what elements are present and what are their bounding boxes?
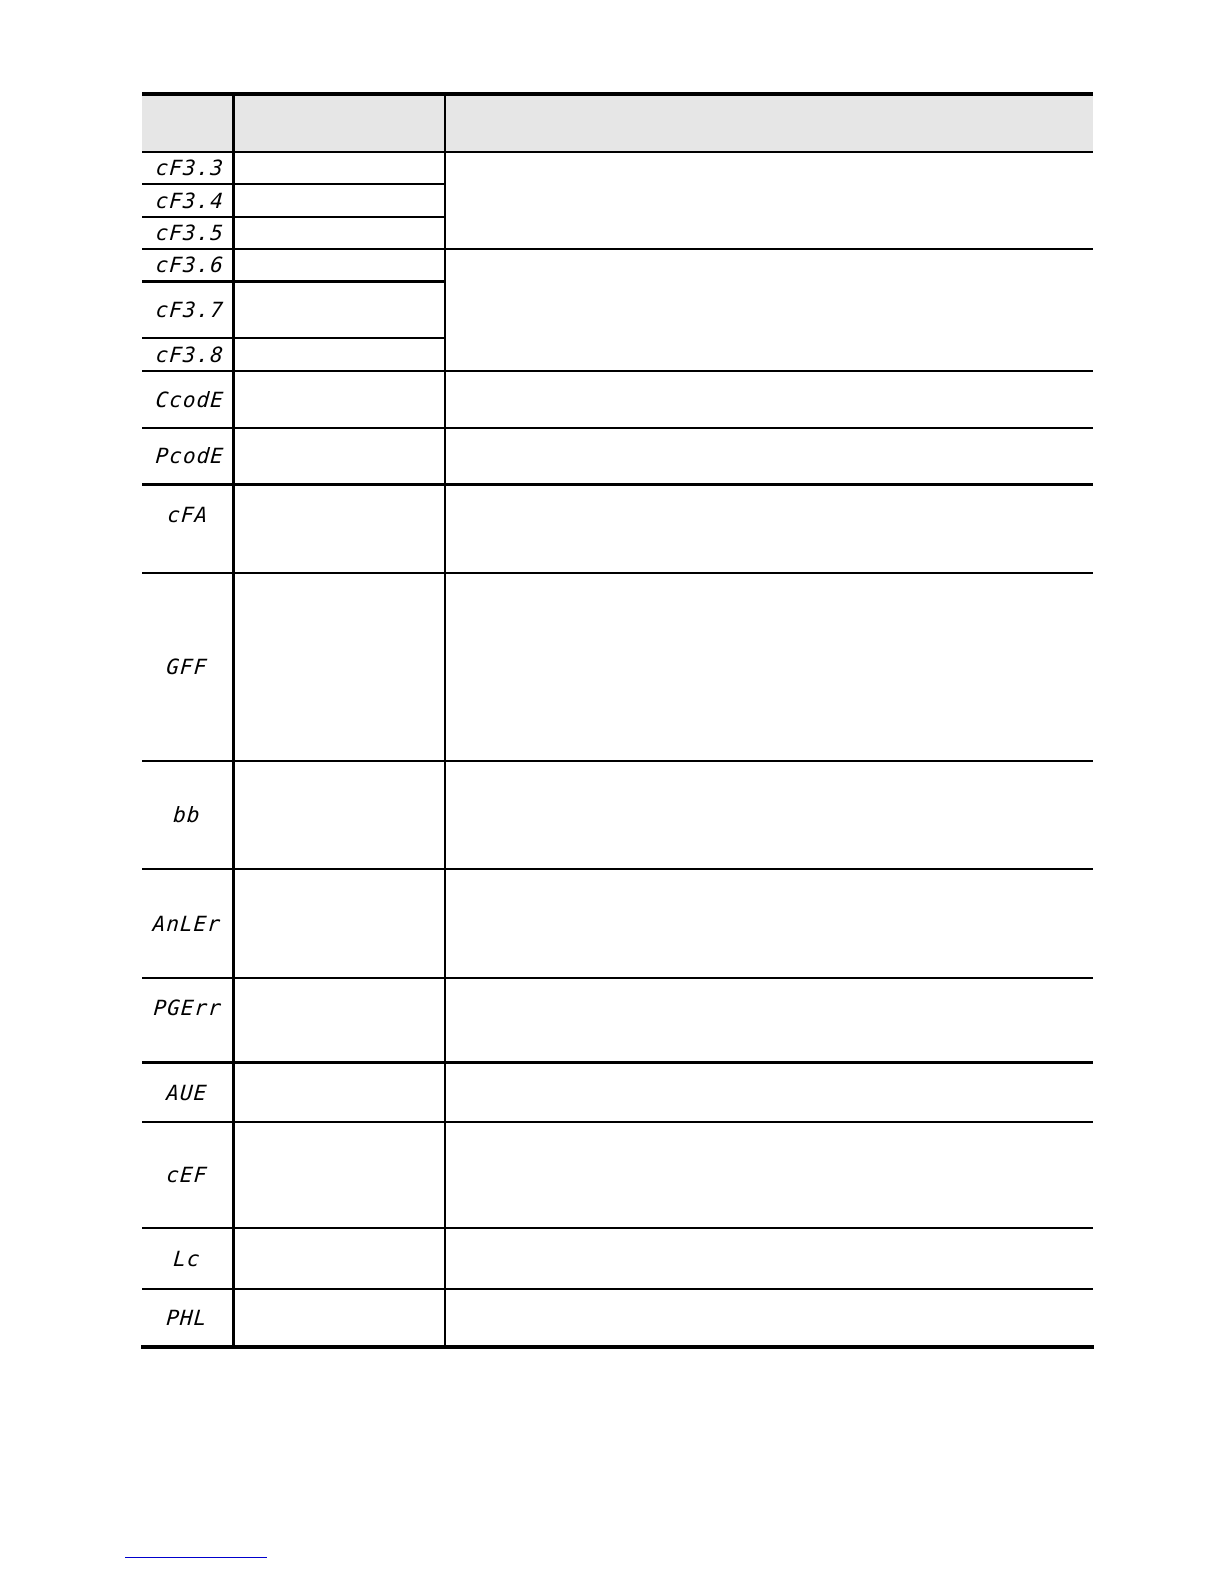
header-divider	[142, 151, 1093, 153]
code-cell: PHL	[165, 1305, 209, 1330]
table-header	[142, 95, 1093, 151]
table-top-border	[142, 92, 1093, 96]
row-divider	[142, 483, 1093, 486]
row-divider	[142, 868, 1093, 870]
code-cell: cF3.7	[154, 298, 225, 322]
footer-link-underline[interactable]	[125, 1557, 267, 1558]
row-divider	[142, 427, 1093, 429]
code-cell: bb	[172, 803, 202, 827]
code-cell: PGErr	[152, 996, 223, 1020]
code-cell: cF3.6	[154, 253, 225, 277]
row-divider	[142, 760, 1093, 762]
row-divider	[142, 572, 1093, 574]
row-divider	[142, 1227, 1093, 1229]
row-divider	[142, 248, 1093, 250]
code-cell: cFA	[166, 503, 210, 527]
row-divider	[142, 1121, 1093, 1123]
code-cell: CcodE	[154, 387, 225, 412]
code-cell: cF3.8	[154, 342, 225, 367]
code-cell: cEF	[165, 1163, 209, 1187]
row-divider	[142, 1288, 1093, 1290]
code-cell: Lc	[172, 1246, 202, 1271]
row-divider	[142, 977, 1093, 979]
code-cell: cF3.5	[154, 221, 225, 245]
row-divider	[142, 370, 1093, 372]
table-bottom-border	[141, 1345, 1094, 1349]
code-cell: AUE	[165, 1080, 209, 1105]
code-cell: cF3.4	[154, 188, 225, 213]
code-cell: AnLEr	[152, 911, 222, 936]
code-cell: PcodE	[154, 444, 225, 468]
code-cell: GFF	[165, 655, 209, 679]
code-cell: cF3.3	[154, 156, 225, 180]
row-divider	[142, 1061, 1093, 1064]
